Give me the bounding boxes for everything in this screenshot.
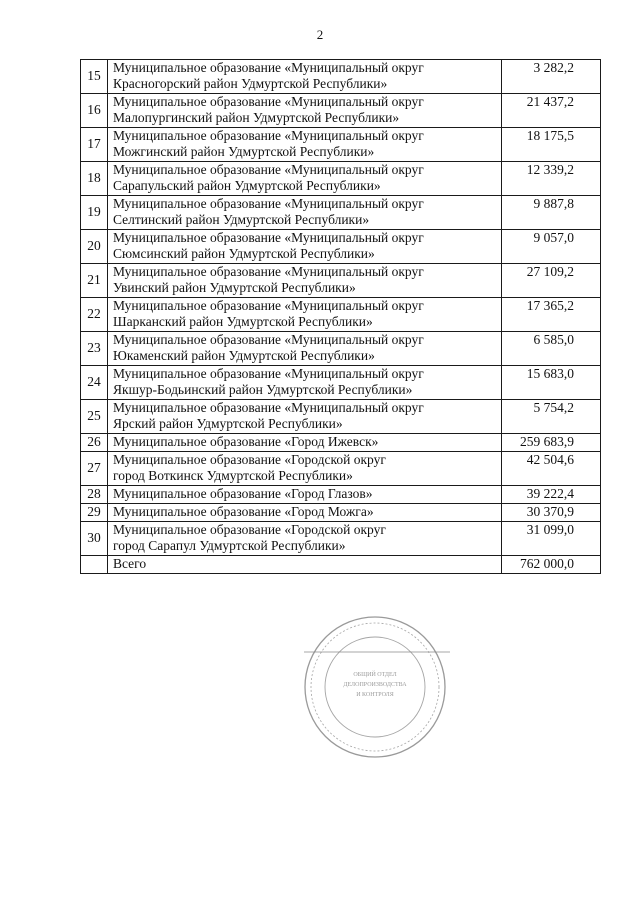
table-row <box>81 60 601 94</box>
row-value: 21 437,2 <box>502 94 601 128</box>
row-name-line2: Якшур-Бодьинский район Удмуртской Республики» <box>113 382 413 397</box>
row-number: 19 <box>81 196 108 230</box>
table-body <box>81 60 601 574</box>
page-number: 2 <box>316 27 324 42</box>
table-row <box>81 298 601 332</box>
row-number: 23 <box>81 332 108 366</box>
row-number: 18 <box>81 162 108 196</box>
row-name-line2: Сарапульский район Удмуртской Республики» <box>113 178 381 193</box>
row-name-line1: Муниципальное образование «Муниципальный округ <box>113 196 424 211</box>
row-name <box>108 366 502 400</box>
row-name-line1: Муниципальное образование «Муниципальный округ <box>113 332 424 347</box>
row-value: 12 339,2 <box>502 162 601 196</box>
table-row <box>81 434 601 452</box>
row-number: 20 <box>81 230 108 264</box>
row-name <box>108 332 502 366</box>
row-name <box>108 434 502 452</box>
row-number: 21 <box>81 264 108 298</box>
row-number: 17 <box>81 128 108 162</box>
row-name-line1: Муниципальное образование «Городской округ <box>113 522 386 537</box>
stamp-text-2: ДЕЛОПРОИЗВОДСТВА <box>343 682 407 688</box>
row-name-line2: Шарканский район Удмуртской Республики» <box>113 314 373 329</box>
official-stamp <box>300 612 450 762</box>
row-name-line2: Ярский район Удмуртской Республики» <box>113 416 343 431</box>
table-row <box>81 332 601 366</box>
row-name-line1: Муниципальное образование «Город Можга» <box>113 504 374 519</box>
stamp-text-3: И КОНТРОЛЯ <box>356 692 394 698</box>
table-row <box>81 128 601 162</box>
row-name-line2: Юкаменский район Удмуртской Республики» <box>113 348 375 363</box>
row-number: 25 <box>81 400 108 434</box>
row-name-line1: Муниципальное образование «Муниципальный округ <box>113 298 424 313</box>
table-row <box>81 196 601 230</box>
row-name-line1: Муниципальное образование «Город Глазов» <box>113 486 373 501</box>
table-row <box>81 504 601 522</box>
row-number: 29 <box>81 504 108 522</box>
total-label: Всего <box>108 556 502 574</box>
row-number: 30 <box>81 522 108 556</box>
row-number: 26 <box>81 434 108 452</box>
distribution-table <box>80 59 601 574</box>
row-name-line2: Можгинский район Удмуртской Республики» <box>113 144 375 159</box>
row-number: 22 <box>81 298 108 332</box>
row-number: 15 <box>81 60 108 94</box>
row-value: 39 222,4 <box>502 486 601 504</box>
table-row <box>81 94 601 128</box>
row-name-line2: Сюмсинский район Удмуртской Республики» <box>113 246 375 261</box>
row-name-line1: Муниципальное образование «Муниципальный округ <box>113 400 424 415</box>
row-name-line2: Селтинский район Удмуртской Республики» <box>113 212 370 227</box>
table-row <box>81 366 601 400</box>
table-row <box>81 264 601 298</box>
row-name-line2: город Сарапул Удмуртской Республики» <box>113 538 346 553</box>
row-value: 42 504,6 <box>502 452 601 486</box>
total-value: 762 000,0 <box>502 556 601 574</box>
row-name <box>108 94 502 128</box>
row-value: 3 282,2 <box>502 60 601 94</box>
row-number: 28 <box>81 486 108 504</box>
table-row <box>81 400 601 434</box>
row-name-line1: Муниципальное образование «Городской округ <box>113 452 386 467</box>
row-name <box>108 504 502 522</box>
row-value: 9 057,0 <box>502 230 601 264</box>
row-value: 5 754,2 <box>502 400 601 434</box>
row-value: 27 109,2 <box>502 264 601 298</box>
row-name-line1: Муниципальное образование «Город Ижевск» <box>113 434 379 449</box>
row-name <box>108 162 502 196</box>
stamp-text-1: ОБЩИЙ ОТДЕЛ <box>353 672 397 678</box>
row-name-line1: Муниципальное образование «Муниципальный округ <box>113 60 424 75</box>
row-name-line1: Муниципальное образование «Муниципальный округ <box>113 366 424 381</box>
row-number: 27 <box>81 452 108 486</box>
row-value: 31 099,0 <box>502 522 601 556</box>
row-value: 6 585,0 <box>502 332 601 366</box>
row-name-line2: Красногорский район Удмуртской Республики» <box>113 76 388 91</box>
row-value: 259 683,9 <box>502 434 601 452</box>
row-name-line1: Муниципальное образование «Муниципальный округ <box>113 128 424 143</box>
row-value: 15 683,0 <box>502 366 601 400</box>
row-name-line1: Муниципальное образование «Муниципальный округ <box>113 230 424 245</box>
table-row <box>81 230 601 264</box>
row-number: 24 <box>81 366 108 400</box>
total-number-cell <box>81 556 108 574</box>
row-name <box>108 522 502 556</box>
row-name <box>108 452 502 486</box>
row-value: 30 370,9 <box>502 504 601 522</box>
row-value: 17 365,2 <box>502 298 601 332</box>
row-name <box>108 486 502 504</box>
row-name-line1: Муниципальное образование «Муниципальный округ <box>113 162 424 177</box>
row-name <box>108 128 502 162</box>
row-name <box>108 230 502 264</box>
total-row <box>81 556 601 574</box>
table-row <box>81 486 601 504</box>
row-name-line1: Муниципальное образование «Муниципальный округ <box>113 264 424 279</box>
table-row <box>81 162 601 196</box>
row-name-line2: Малопургинский район Удмуртской Республики» <box>113 110 400 125</box>
row-name <box>108 298 502 332</box>
row-name <box>108 400 502 434</box>
table-row <box>81 522 601 556</box>
row-name <box>108 196 502 230</box>
row-name-line2: Увинский район Удмуртской Республики» <box>113 280 356 295</box>
row-name <box>108 264 502 298</box>
row-number: 16 <box>81 94 108 128</box>
row-value: 18 175,5 <box>502 128 601 162</box>
row-name-line2: город Воткинск Удмуртской Республики» <box>113 468 353 483</box>
row-value: 9 887,8 <box>502 196 601 230</box>
table-row <box>81 452 601 486</box>
row-name-line1: Муниципальное образование «Муниципальный округ <box>113 94 424 109</box>
row-name <box>108 60 502 94</box>
